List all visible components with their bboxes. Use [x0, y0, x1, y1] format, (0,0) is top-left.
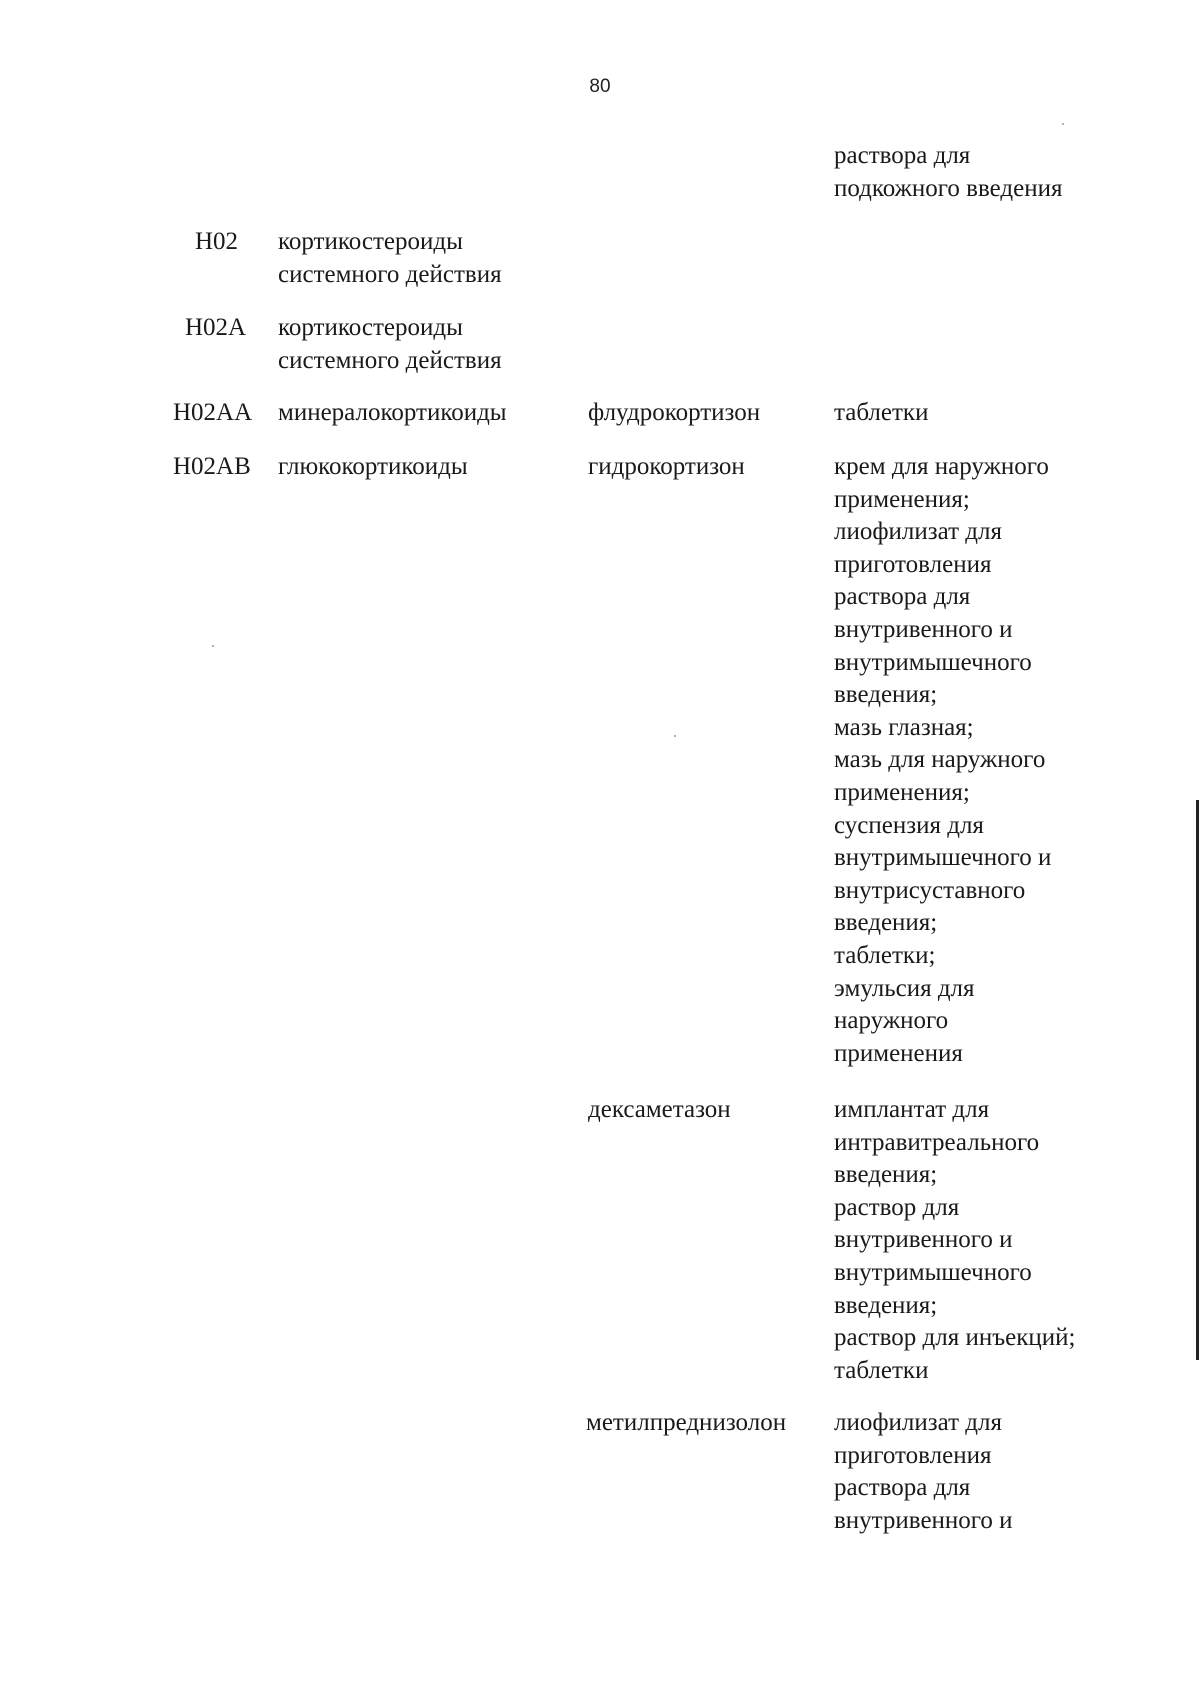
dosage-form-hydrocortisone: крем для наружного применения; лиофилизат для приготовления раствора для внутривенного и внутримышечного введения; мазь глазная; мазь для наружного применения; суспензия для внутримышечного и внутрисуставного введения; таблетки; эмульсия для наружного применения — [834, 453, 1052, 1067]
drug-name-fludrocortisone: флудрокортизон — [588, 399, 761, 426]
scan-speck — [212, 645, 214, 647]
atc-code-h02: H02 — [195, 228, 239, 255]
drug-name-methylprednisolone: метилпреднизолон — [586, 1409, 787, 1436]
drug-name-dexamethasone: дексаметазон — [588, 1096, 731, 1123]
drug-name-hydrocortisone: гидрокортизон — [588, 453, 745, 480]
dosage-form-continuation: раствора для подкожного введения — [834, 142, 1063, 202]
atc-group-h02ab: глюкокортикоиды — [278, 453, 468, 480]
atc-group-h02: кортикостероиды системного действия — [278, 228, 502, 288]
atc-group-h02aa: минералокортикоиды — [278, 399, 507, 426]
scan-speck — [674, 735, 676, 737]
dosage-form-methylprednisolone: лиофилизат для приготовления раствора для внутривенного и — [834, 1409, 1013, 1534]
scan-edge-line — [1196, 800, 1199, 1360]
atc-group-h02a: кортикостероиды системного действия — [278, 314, 502, 374]
page-number: 80 — [589, 76, 611, 97]
dosage-form-dexamethasone: имплантат для интравитреального введения; раствор для внутривенного и внутримышечного введения; раствор для инъекций; таблетки — [834, 1096, 1076, 1384]
dosage-form-fludrocortisone: таблетки — [834, 399, 929, 426]
atc-code-h02aa: H02AA — [173, 399, 253, 426]
atc-code-h02ab: H02AB — [173, 453, 251, 480]
scan-speck — [1062, 123, 1064, 125]
atc-code-h02a: H02A — [185, 314, 247, 341]
